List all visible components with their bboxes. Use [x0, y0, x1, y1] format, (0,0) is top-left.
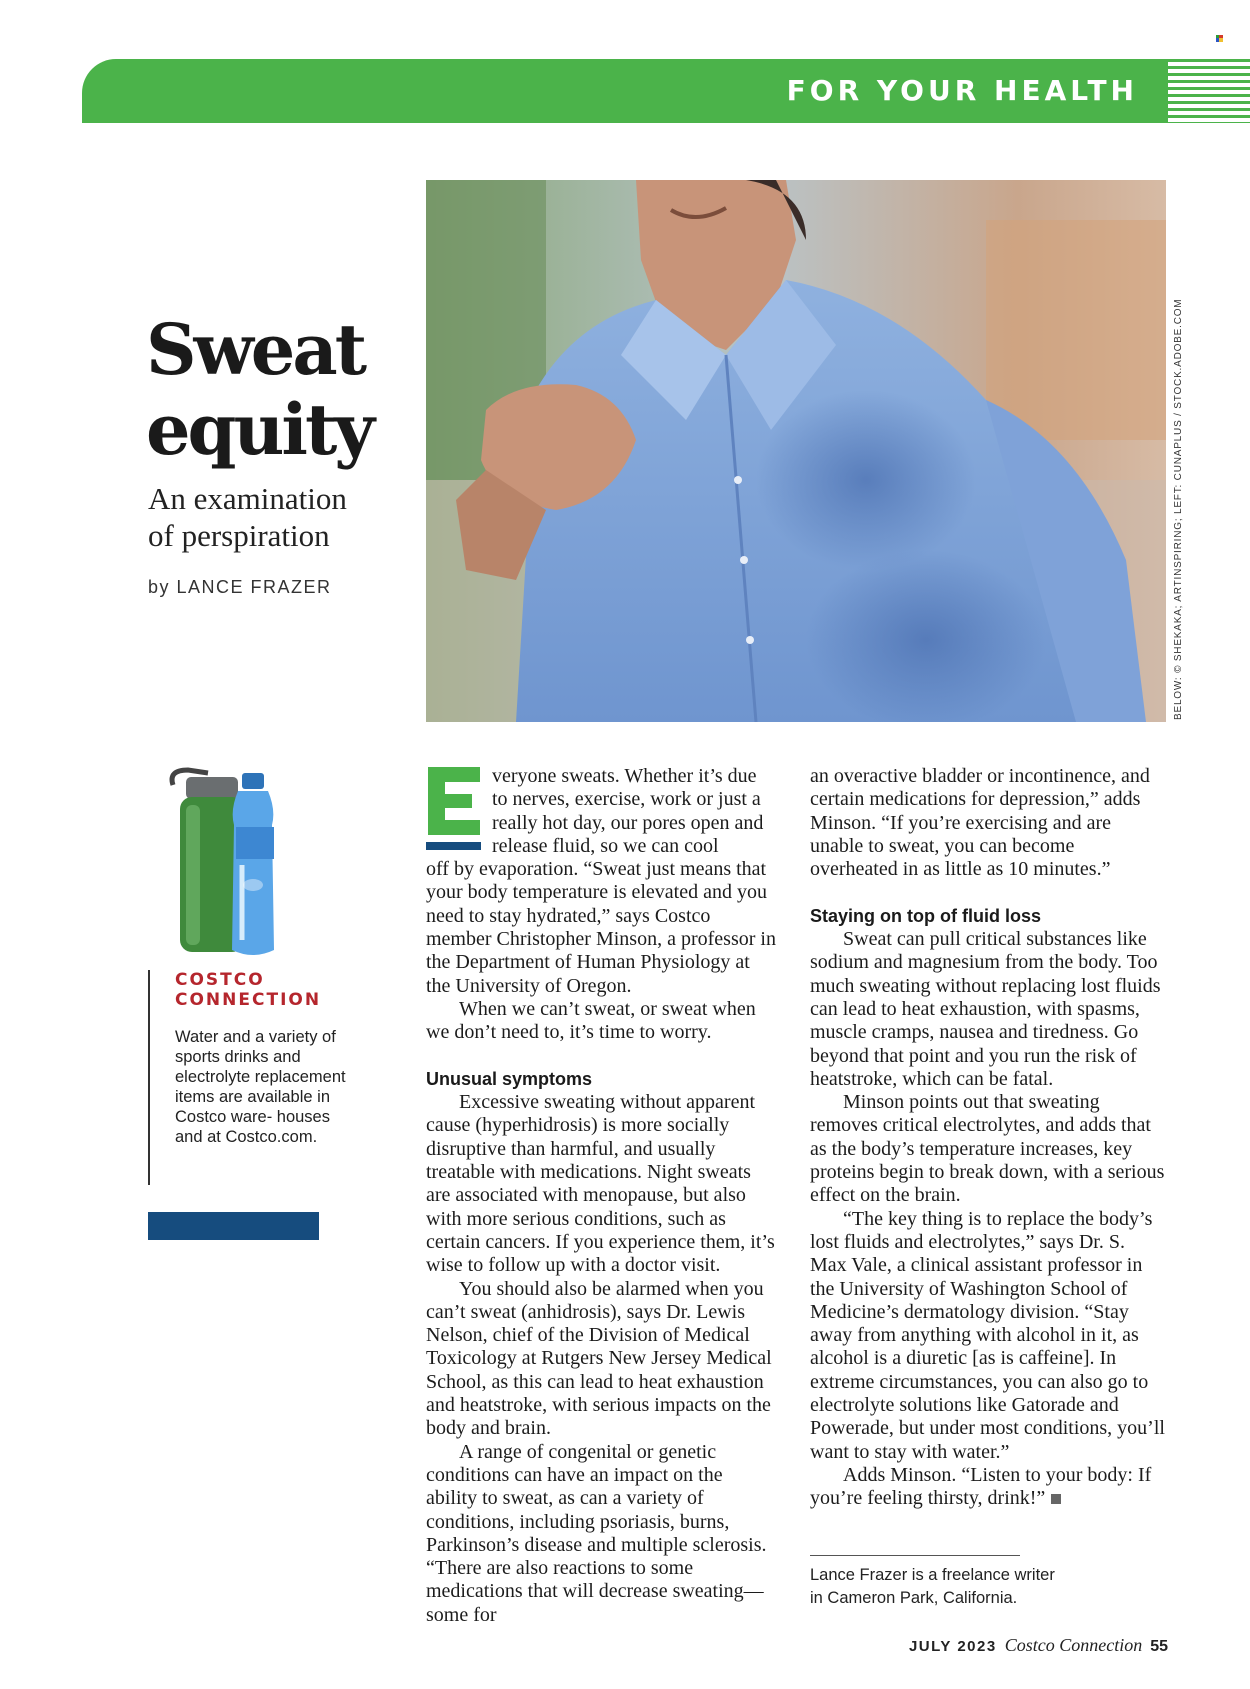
hero-photo	[426, 180, 1166, 722]
article-column-2	[810, 765, 1166, 1511]
magazine-name: Costco Connection	[1004, 1635, 1143, 1655]
water-bottles-illustration	[158, 765, 308, 963]
subheading-fluid-loss: Staying on top of fluid loss	[810, 905, 1041, 926]
bio-line-1: Lance Frazer is a freelance writer	[810, 1566, 1055, 1584]
photo-credit: BELOW: © SHEKAKA; ARTINSPIRING; LEFT: CUNAPLUS / STOCK.ADOBE.COM	[1173, 298, 1184, 720]
sidebar-text: Water and a variety of sports drinks and electrolyte replacement items are available in Costco ware- houses and at Costco.com.	[175, 1028, 346, 1146]
page-number: 55	[1150, 1638, 1168, 1655]
byline: by LANCE FRAZER	[148, 577, 332, 597]
bottles-icon	[158, 765, 308, 963]
page-footer	[909, 1635, 1168, 1656]
sidebar-brand	[175, 970, 321, 1010]
square-end-mark-icon	[1051, 1494, 1061, 1504]
issue-date: JULY 2023	[908, 1638, 997, 1655]
bio-line-2: in Cameron Park, California.	[810, 1589, 1018, 1607]
sidebar-rule	[148, 970, 150, 1185]
article-subtitle	[148, 480, 398, 554]
sidebar-accent-bar	[148, 1212, 319, 1240]
subtitle-line-1: An examination	[148, 481, 347, 516]
paragraph-8: Minson points out that sweating removes critical electrolytes, and adds that as the body’s temperature increases, key proteins begin to break down, with a serious effect on the brain.	[810, 1091, 1165, 1207]
paragraph-3: Excessive sweating without apparent cause (hyperhidrosis) is more socially disruptive than harmful, and usually treatable with medications. Night sweats are associated with menopause, but also with more serious conditions, such as certain cancers. If you experience them, it’s wise to follow up with a doctor visit.	[426, 1091, 775, 1277]
paragraph-4: You should also be alarmed when you can’t sweat (anhidrosis), says Dr. Lewis Nelson, chief of the Division of Medical Toxicology at Rutgers New Jersey Medical School, as this can lead to heat exhaustion and heatstroke, with serious impacts on the body and brain.	[426, 1277, 772, 1440]
sidebar-brand-line-2: CONNECTION	[175, 990, 322, 1010]
title-line-2: equity	[146, 388, 372, 471]
sidebar-brand-line-1: COSTCO	[175, 970, 265, 990]
man-sweating-shirt-photo-icon	[426, 180, 1166, 722]
subtitle-line-2: of perspiration	[148, 518, 330, 553]
title-line-1: Sweat	[146, 308, 365, 391]
paragraph-7: Sweat can pull critical substances like sodium and magnesium from the body. Too much sweating without replacing lost fluids can lead to heat exhaustion, with spasms, muscle cramps, nausea and tiredness. Go beyond that point and you run the risk of heatstroke, which can be fatal.	[810, 928, 1161, 1090]
article-column-1	[426, 765, 776, 1627]
subheading-unusual-symptoms: Unusual symptoms	[426, 1068, 593, 1089]
section-label: FOR YOUR HEALTH	[786, 74, 1138, 107]
article-title	[146, 310, 406, 470]
printer-mark-icon	[1216, 35, 1223, 42]
author-bio	[810, 1564, 1110, 1610]
header-stripes-decoration	[1168, 59, 1250, 123]
bio-rule	[810, 1555, 1020, 1556]
paragraph-5: A range of congenital or genetic conditions can have an impact on the ability to sweat, as can a variety of conditions, including psoriasis, burns, Parkinson’s disease and multiple sclerosis. “There are also reactions to some medications that will decrease sweating—some for	[426, 1440, 767, 1626]
paragraph-9: “The key thing is to replace the body’s lost fluids and electrolytes,” says Dr. S. Max Vale, a clinical assistant professor in the University of Washington School of Medicine’s dermatology division. “Stay away from anything with alcohol in it, as alcohol is a diuretic [as is caffeine]. In extreme circumstances, you can also go to electrolyte solutions like Gatorade and Powerade, but under most conditions, you’ll want to stay with water.”	[810, 1207, 1165, 1463]
paragraph-1-lead: veryone sweats. Whether it’s due to nerves, exercise, work or just a really hot day, our pores open and release fluid, so we can cool	[492, 765, 764, 857]
closing-quote: Adds Minson. “Listen to your body: If you’re feeling thirsty, drink!”	[810, 1463, 1152, 1510]
paragraph-1-rest: off by evaporation. “Sweat just means that your body temperature is elevated and you need to stay hydrated,” says Costco member Christopher Minson, a professor in the Department of Human Physiology at the University of Oregon.	[426, 858, 776, 997]
paragraph-6: an overactive bladder or incontinence, and certain medications for depression,” adds Minson. “If you’re exercising and are unable to sweat, you can become overheated in as little as 10 minutes.”	[810, 765, 1150, 881]
paragraph-10	[810, 1464, 1166, 1511]
paragraph-2: When we can’t sweat, or sweat when we don’t need to, it’s time to worry.	[426, 997, 756, 1044]
